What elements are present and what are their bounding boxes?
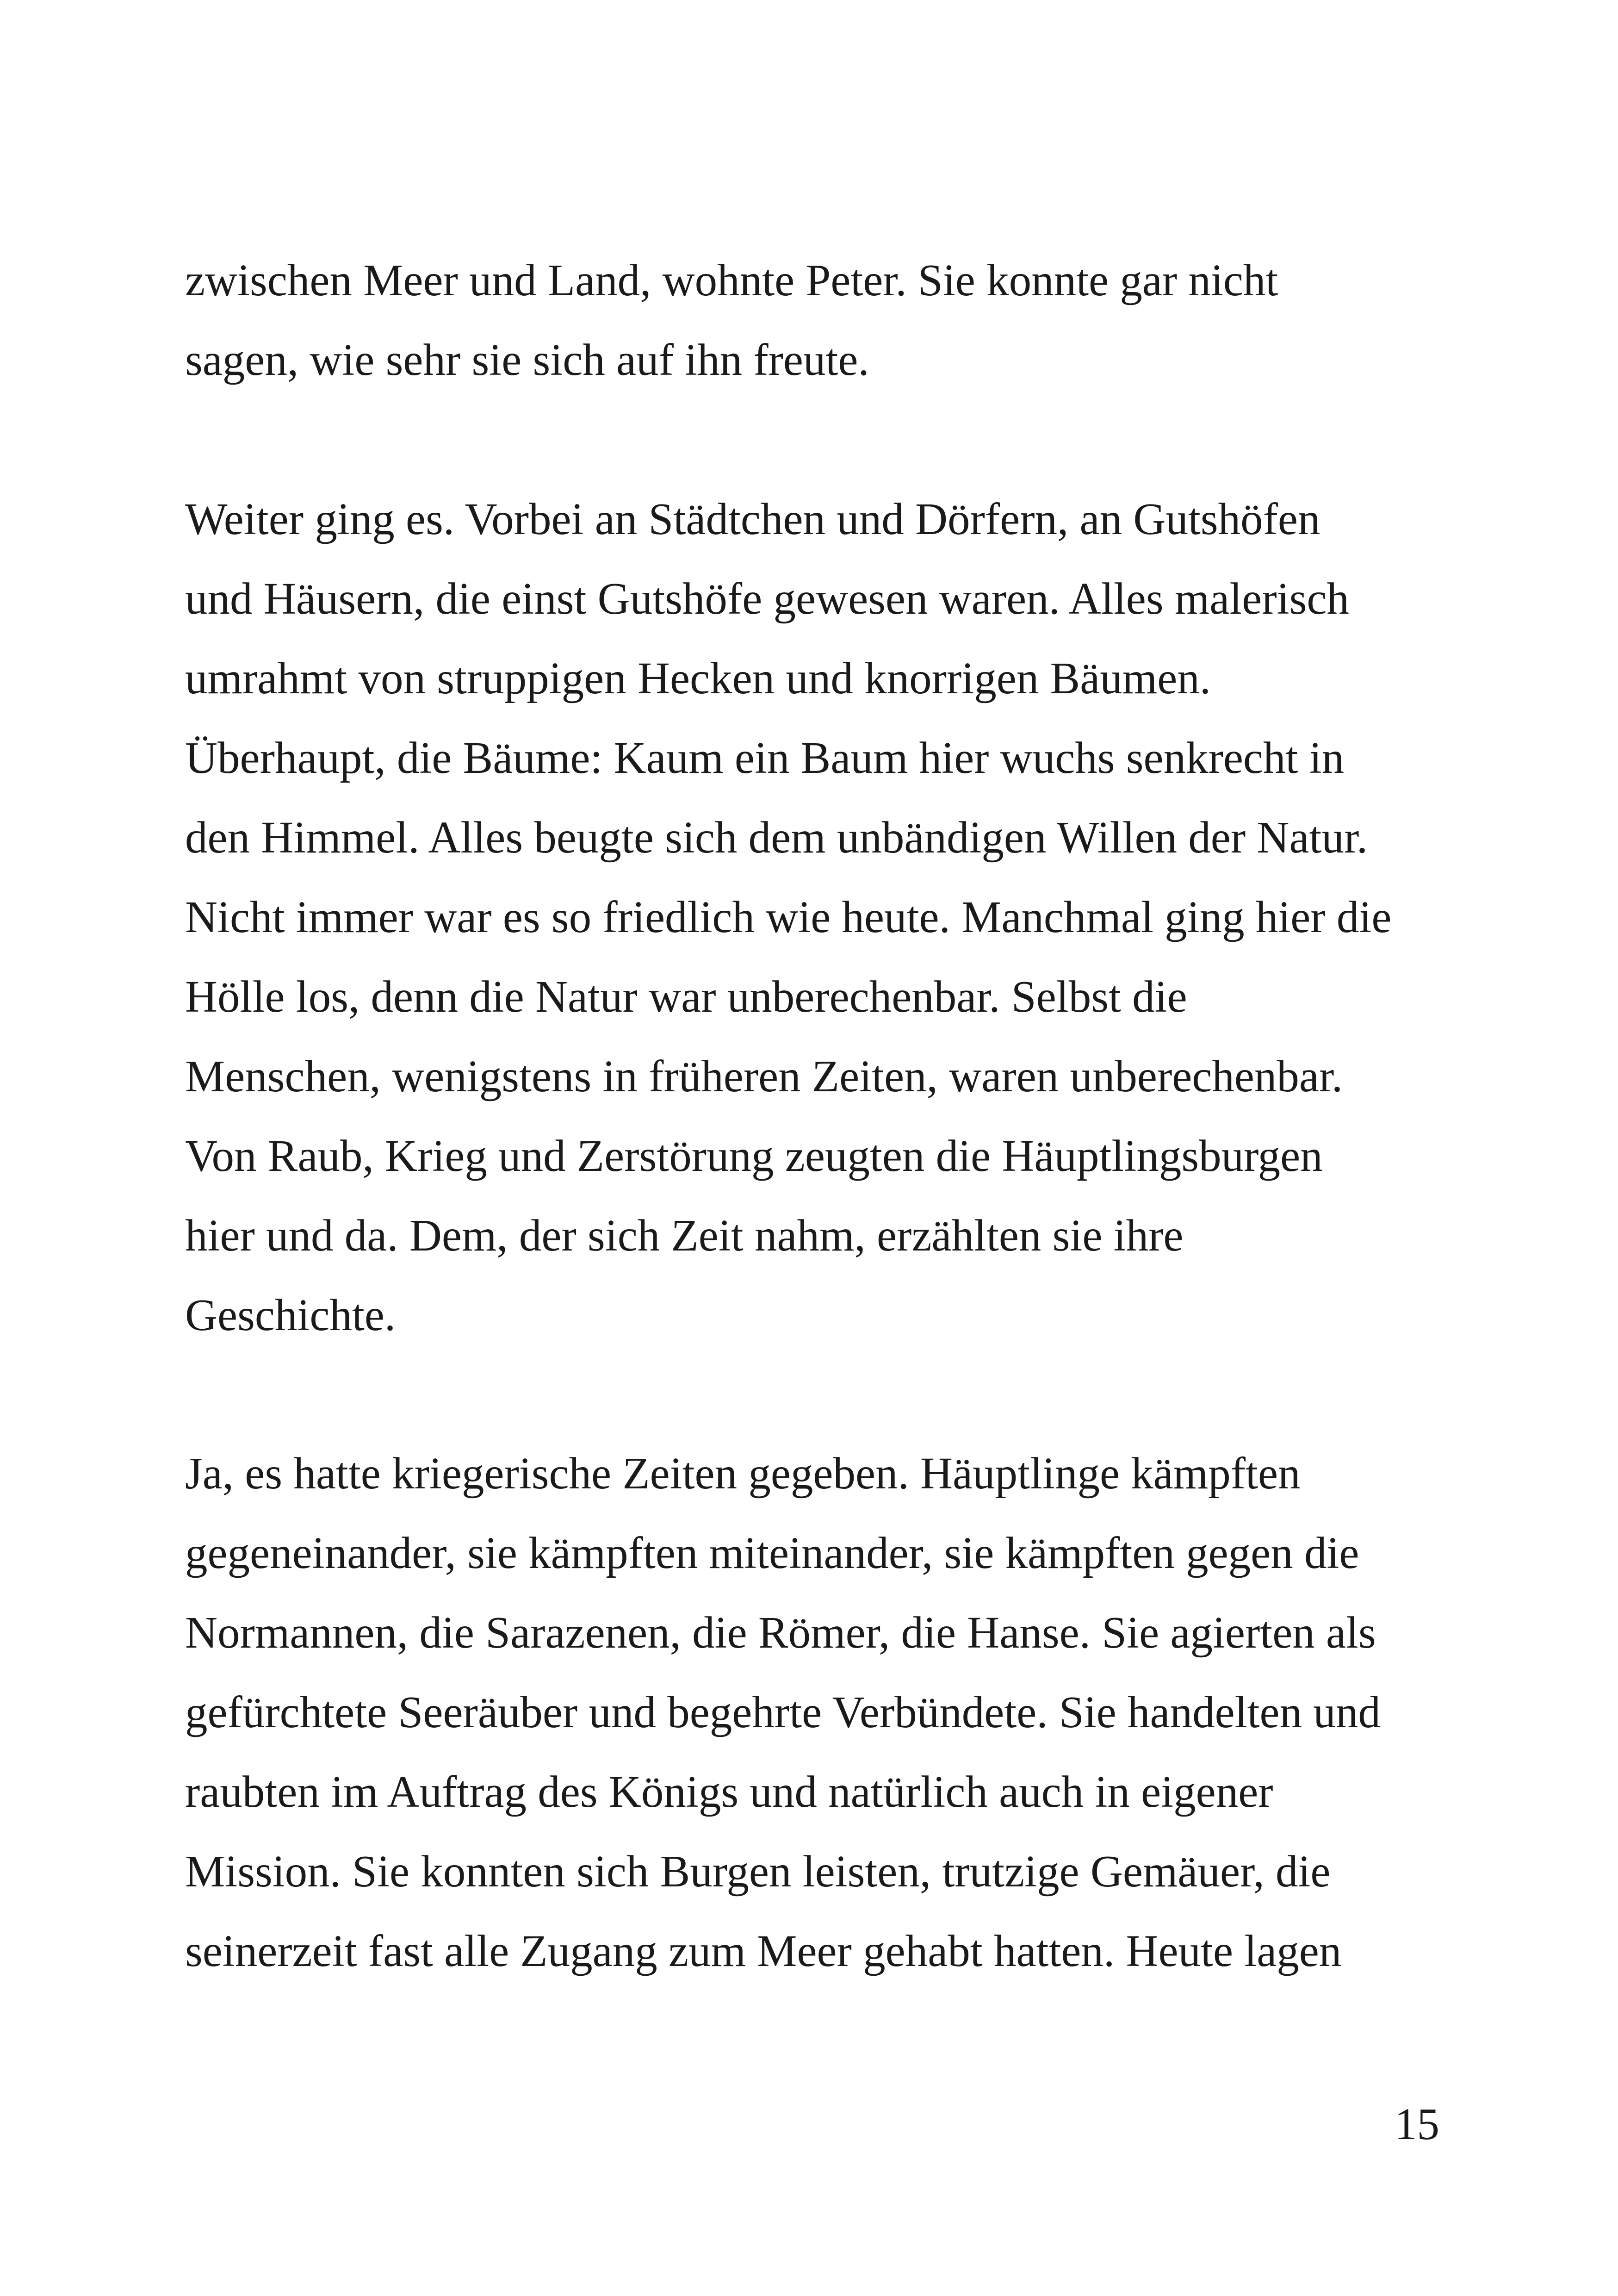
text-line: Menschen, wenigstens in früheren Zeiten, waren unberechenbar.: [185, 1052, 1343, 1101]
text-line: Geschichte.: [185, 1290, 396, 1340]
text-line: zwischen Meer und Land, wohnte Peter. Sie konnte gar nicht: [185, 255, 1278, 305]
text-line: Normannen, die Sarazenen, die Römer, die Hanse. Sie agierten als: [185, 1608, 1376, 1657]
text-line: den Himmel. Alles beugte sich dem unbändigen Willen der Natur.: [185, 813, 1368, 862]
text-line: Von Raub, Krieg und Zerstörung zeugten die Häuptlingsburgen: [185, 1131, 1323, 1181]
text-line: und Häusern, die einst Gutshöfe gewesen waren. Alles malerisch: [185, 574, 1349, 623]
paragraph-3: [185, 1434, 1444, 1991]
page-number: 15: [1395, 2099, 1439, 2149]
text-line: raubten im Auftrag des Königs und natürlich auch in eigener: [185, 1767, 1273, 1817]
text-line: Überhaupt, die Bäume: Kaum ein Baum hier wuchs senkrecht in: [185, 733, 1345, 783]
text-line: gegeneinander, sie kämpften miteinander, sie kämpften gegen die: [185, 1528, 1359, 1578]
text-line: Hölle los, denn die Natur war unberechenbar. Selbst die: [185, 972, 1187, 1021]
text-line: Weiter ging es. Vorbei an Städtchen und Dörfern, an Gutshöfen: [185, 494, 1320, 544]
paragraph-2: [185, 479, 1444, 1355]
text-line: Nicht immer war es so friedlich wie heute. Manchmal ging hier die: [185, 892, 1392, 942]
text-line: Mission. Sie konnten sich Burgen leisten, trutzige Gemäuer, die: [185, 1847, 1331, 1896]
text-line: gefürchtete Seeräuber und begehrte Verbündete. Sie handelten und: [185, 1687, 1381, 1737]
text-line: Ja, es hatte kriegerische Zeiten gegeben. Häuptlinge kämpften: [185, 1449, 1301, 1498]
text-line: sagen, wie sehr sie sich auf ihn freute.: [185, 335, 869, 385]
paragraph-1: [185, 241, 1444, 400]
text-line: seinerzeit fast alle Zugang zum Meer gehabt hatten. Heute lagen: [185, 1926, 1342, 1976]
text-line: hier und da. Dem, der sich Zeit nahm, erzählten sie ihre: [185, 1211, 1184, 1260]
text-line: umrahmt von struppigen Hecken und knorrigen Bäumen.: [185, 653, 1211, 703]
